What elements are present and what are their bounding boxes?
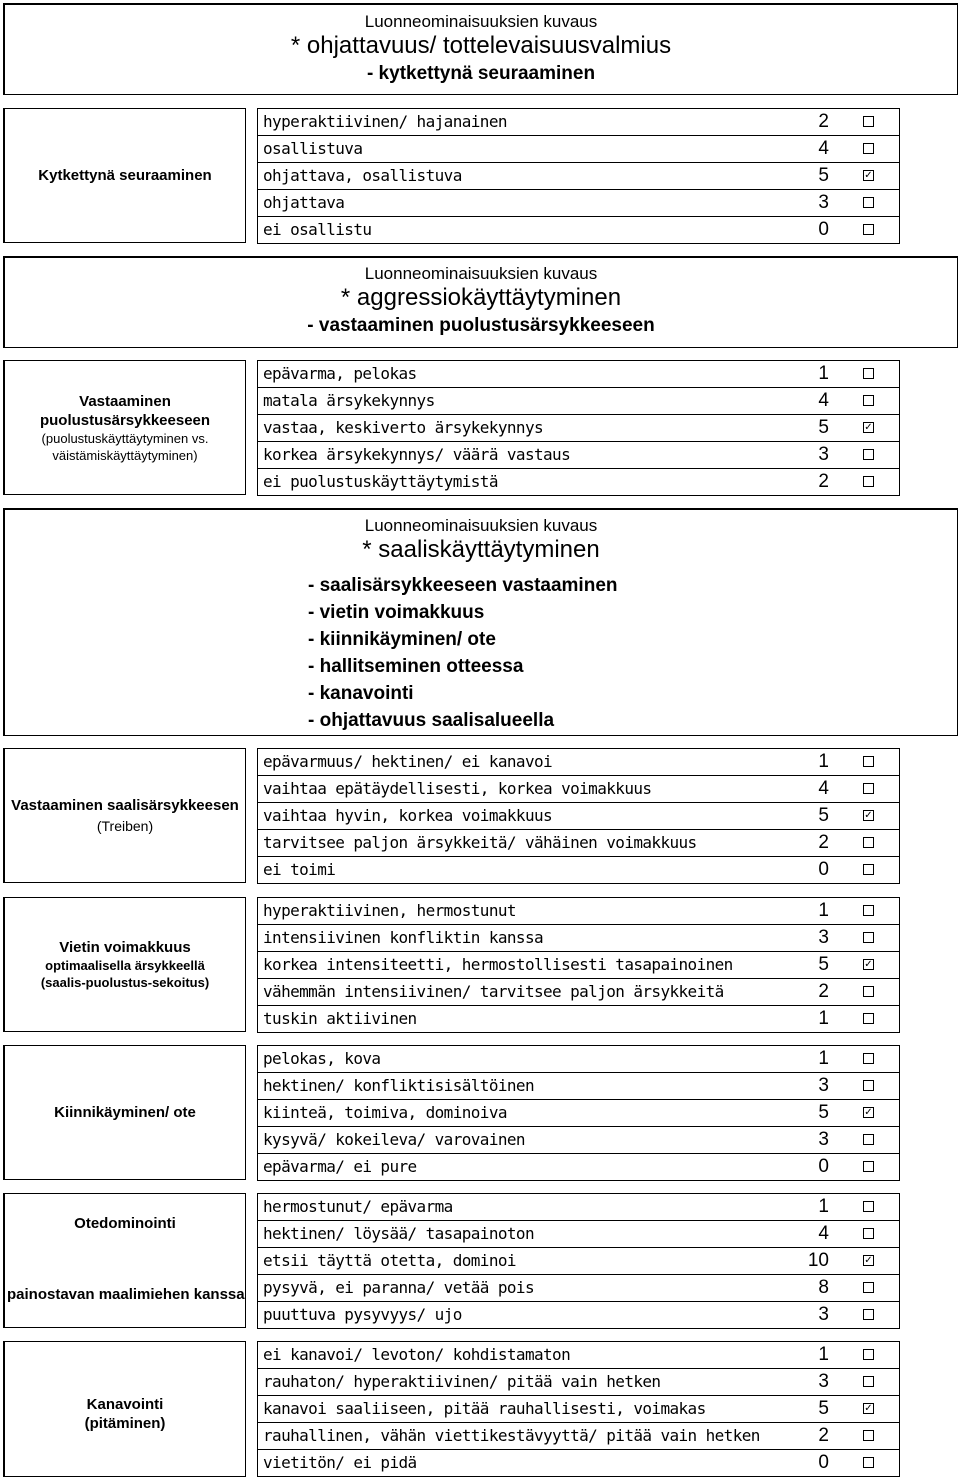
checkbox-checked[interactable]: [863, 1255, 874, 1266]
option-score: 1: [818, 1048, 829, 1069]
checkbox[interactable]: [863, 1376, 874, 1387]
group-label-extra: (Treiben): [96, 817, 154, 834]
checkbox[interactable]: [863, 1430, 874, 1441]
option-score: 5: [818, 1102, 829, 1123]
option-text: etsii täyttä otetta, dominoi: [263, 1251, 516, 1270]
option-row: [258, 361, 899, 388]
header-subline: - kanavointi: [308, 683, 414, 704]
group-label-small: optimaalisella ärsykkeellä: [45, 958, 205, 973]
option-score: 1: [818, 1344, 829, 1365]
option-text: hyperaktiivinen, hermostunut: [263, 901, 516, 920]
checkbox-checked[interactable]: [863, 170, 874, 181]
group-label-main: Vastaaminen puolustusärsykkeeseen: [39, 392, 211, 429]
option-text: ei toimi: [263, 860, 336, 879]
option-list: [257, 1045, 900, 1181]
option-text: rauhallinen, vähän viettikestävyyttä/ pitää vain hetken: [263, 1426, 760, 1445]
checkbox-checked[interactable]: [863, 422, 874, 433]
option-row: [258, 925, 899, 952]
group-label-main: Vietin voimakkuus: [59, 939, 191, 956]
group-label-bottom: painostavan maalimiehen kanssa: [7, 1286, 245, 1303]
option-score: 5: [818, 805, 829, 826]
checkbox[interactable]: [863, 905, 874, 916]
option-text: pelokas, kova: [263, 1049, 381, 1068]
checkbox[interactable]: [863, 783, 874, 794]
option-list: [257, 897, 900, 1033]
checkbox[interactable]: [863, 116, 874, 127]
group-label: [3, 360, 246, 495]
option-text: hektinen/ konfliktisisältöinen: [263, 1076, 534, 1095]
option-score: 4: [818, 138, 829, 159]
checkbox[interactable]: [863, 449, 874, 460]
option-row: [258, 1302, 899, 1329]
option-row: [258, 1100, 899, 1127]
option-row: [258, 1194, 899, 1221]
option-text: vaihtaa hyvin, korkea voimakkuus: [263, 806, 553, 825]
option-text: vietitön/ ei pidä: [263, 1453, 417, 1472]
group-label-small: (pitäminen): [84, 1415, 166, 1432]
option-row: [258, 1369, 899, 1396]
option-score: 5: [818, 417, 829, 438]
option-row: [258, 1275, 899, 1302]
option-row: [258, 979, 899, 1006]
option-row: [258, 1342, 899, 1369]
option-row: [258, 803, 899, 830]
checkbox[interactable]: [863, 395, 874, 406]
option-row: [258, 163, 899, 190]
option-text: korkea ärsykekynnys/ väärä vastaus: [263, 445, 571, 464]
header-subline: - kiinnikäyminen/ ote: [308, 629, 496, 650]
option-score: 3: [818, 1304, 829, 1325]
option-text: vaihtaa epätäydellisesti, korkea voimakkuus: [263, 779, 652, 798]
option-text: hektinen/ löysää/ tasapainoton: [263, 1224, 534, 1243]
group-label: [3, 1045, 246, 1180]
option-score: 1: [818, 1196, 829, 1217]
group-label: [3, 1341, 246, 1477]
option-row: [258, 898, 899, 925]
group-label: [3, 1193, 246, 1328]
group-label: [3, 897, 246, 1032]
option-text: korkea intensiteetti, hermostollisesti tasapainoinen: [263, 955, 733, 974]
header-title: Luonneominaisuuksien kuvaus: [364, 264, 598, 283]
option-score: 2: [818, 471, 829, 492]
header-subline: - hallitseminen otteessa: [308, 656, 524, 677]
checkbox[interactable]: [863, 143, 874, 154]
option-list: [257, 360, 900, 496]
option-text: hermostunut/ epävarma: [263, 1197, 453, 1216]
option-row: [258, 1006, 899, 1033]
option-text: kiinteä, toimiva, dominoiva: [263, 1103, 507, 1122]
group-label-main: Kiinnikäyminen/ ote: [54, 1104, 196, 1121]
option-text: kanavoi saaliiseen, pitää rauhallisesti, voimakas: [263, 1399, 706, 1418]
option-text: ohjattava: [263, 193, 345, 212]
option-text: vastaa, keskiverto ärsykekynnys: [263, 418, 544, 437]
option-row: [258, 1396, 899, 1423]
group-label-main: Kanavointi: [86, 1396, 164, 1413]
option-score: 3: [818, 1129, 829, 1150]
option-row: [258, 415, 899, 442]
option-text: osallistuva: [263, 139, 363, 158]
option-score: 1: [818, 751, 829, 772]
group-label-small: väistämiskäyttäytyminen): [52, 447, 198, 463]
option-row: [258, 1127, 899, 1154]
option-text: hyperaktiivinen/ hajanainen: [263, 112, 507, 131]
option-score: 10: [807, 1250, 829, 1271]
option-row: [258, 1248, 899, 1275]
checkbox-checked[interactable]: [863, 959, 874, 970]
checkbox[interactable]: [863, 1349, 874, 1360]
option-row: [258, 776, 899, 803]
option-row: [258, 1154, 899, 1181]
header-subtitle: * aggressiokäyttäytyminen: [340, 284, 622, 311]
option-text: tarvitsee paljon ärsykkeitä/ vähäinen voimakkuus: [263, 833, 697, 852]
option-score: 0: [818, 1452, 829, 1473]
checkbox[interactable]: [863, 1134, 874, 1145]
option-text: kysyvä/ kokeileva/ varovainen: [263, 1130, 525, 1149]
header-subtitle: * saaliskäyttäytyminen: [362, 536, 600, 563]
option-row: [258, 749, 899, 776]
checkbox[interactable]: [863, 224, 874, 235]
section-header-1: [3, 3, 958, 95]
header-subline: - vastaaminen puolustusärsykkeeseen: [307, 315, 655, 336]
checkbox[interactable]: [863, 1053, 874, 1064]
option-text: ei kanavoi/ levoton/ kohdistamaton: [263, 1345, 571, 1364]
option-score: 3: [818, 1075, 829, 1096]
option-text: ei osallistu: [263, 220, 372, 239]
option-text: pysyvä, ei paranna/ vetää pois: [263, 1278, 534, 1297]
checkbox[interactable]: [863, 1013, 874, 1024]
option-score: 3: [818, 444, 829, 465]
checkbox-checked[interactable]: [863, 810, 874, 821]
option-score: 0: [818, 219, 829, 240]
checkbox[interactable]: [863, 476, 874, 487]
option-text: matala ärsykekynnys: [263, 391, 435, 410]
checkbox[interactable]: [863, 1201, 874, 1212]
option-score: 2: [818, 111, 829, 132]
option-text: epävarma/ ei pure: [263, 1157, 417, 1176]
checkbox-checked[interactable]: [863, 1107, 874, 1118]
option-text: tuskin aktiivinen: [263, 1009, 417, 1028]
option-text: rauhaton/ hyperaktiivinen/ pitää vain hetken: [263, 1372, 661, 1391]
option-score: 3: [818, 1371, 829, 1392]
option-text: ei puolustuskäyttäytymistä: [263, 472, 498, 491]
group-label-main: Vastaaminen saalisärsykkeesen: [11, 796, 239, 814]
checkbox[interactable]: [863, 986, 874, 997]
header-subline: - saalisärsykkeeseen vastaaminen: [308, 575, 618, 596]
option-text: epävarma, pelokas: [263, 364, 417, 383]
option-list: [257, 748, 900, 884]
option-row: [258, 830, 899, 857]
group-label-main: Otedominointi: [74, 1215, 176, 1232]
checkbox[interactable]: [863, 932, 874, 943]
option-text: ohjattava, osallistuva: [263, 166, 462, 185]
option-score: 4: [818, 778, 829, 799]
option-list: [257, 108, 900, 244]
group-label: [3, 748, 246, 883]
option-row: [258, 857, 899, 884]
option-score: 2: [818, 1425, 829, 1446]
option-row: [258, 217, 899, 244]
checkbox[interactable]: [863, 756, 874, 767]
option-score: 5: [818, 165, 829, 186]
option-score: 3: [818, 192, 829, 213]
option-score: 2: [818, 981, 829, 1002]
group-label-small: (saalis-puolustus-sekoitus): [40, 975, 210, 990]
option-row: [258, 1221, 899, 1248]
option-score: 1: [818, 1008, 829, 1029]
option-score: 8: [818, 1277, 829, 1298]
option-score: 1: [818, 363, 829, 384]
option-list: [257, 1193, 900, 1329]
checkbox[interactable]: [863, 1457, 874, 1468]
option-text: vähemmän intensiivinen/ tarvitsee paljon ärsykkeitä: [263, 982, 724, 1001]
option-row: [258, 190, 899, 217]
option-row: [258, 1450, 899, 1477]
option-text: epävarmuus/ hektinen/ ei kanavoi: [263, 752, 553, 771]
checkbox[interactable]: [863, 1228, 874, 1239]
checkbox[interactable]: [863, 368, 874, 379]
option-score: 2: [818, 832, 829, 853]
group-label-small: (puolustuskäyttäytyminen vs.: [41, 430, 209, 446]
header-title: Luonneominaisuuksien kuvaus: [364, 12, 598, 31]
option-row: [258, 136, 899, 163]
header-subline: - kytkettynä seuraaminen: [366, 63, 596, 84]
option-score: 4: [818, 1223, 829, 1244]
option-score: 3: [818, 927, 829, 948]
option-score: 4: [818, 390, 829, 411]
group-label-main: Kytkettynä seuraaminen: [38, 167, 212, 184]
header-subline: - ohjattavuus saalisalueella: [308, 710, 555, 731]
checkbox[interactable]: [863, 1282, 874, 1293]
option-row: [258, 109, 899, 136]
option-row: [258, 388, 899, 415]
header-subtitle: * ohjattavuus/ tottelevaisuusvalmius: [290, 32, 672, 59]
checkbox[interactable]: [863, 197, 874, 208]
option-row: [258, 952, 899, 979]
option-score: 0: [818, 1156, 829, 1177]
option-score: 1: [818, 900, 829, 921]
option-row: [258, 1073, 899, 1100]
option-list: [257, 1341, 900, 1477]
header-title: Luonneominaisuuksien kuvaus: [364, 516, 598, 535]
option-row: [258, 1046, 899, 1073]
option-text: intensiivinen konfliktin kanssa: [263, 928, 544, 947]
group-label: [3, 108, 246, 243]
checkbox[interactable]: [863, 837, 874, 848]
option-score: 5: [818, 1398, 829, 1419]
section-header-3: [3, 508, 958, 736]
option-score: 0: [818, 859, 829, 880]
checkbox[interactable]: [863, 1080, 874, 1091]
option-score: 5: [818, 954, 829, 975]
header-subline: - vietin voimakkuus: [308, 602, 485, 623]
option-text: puuttuva pysyvyys/ ujo: [263, 1305, 462, 1324]
option-row: [258, 469, 899, 496]
option-row: [258, 442, 899, 469]
option-row: [258, 1423, 899, 1450]
checkbox[interactable]: [863, 1161, 874, 1172]
checkbox[interactable]: [863, 864, 874, 875]
checkbox-checked[interactable]: [863, 1403, 874, 1414]
section-header-2: [3, 256, 958, 348]
checkbox[interactable]: [863, 1309, 874, 1320]
